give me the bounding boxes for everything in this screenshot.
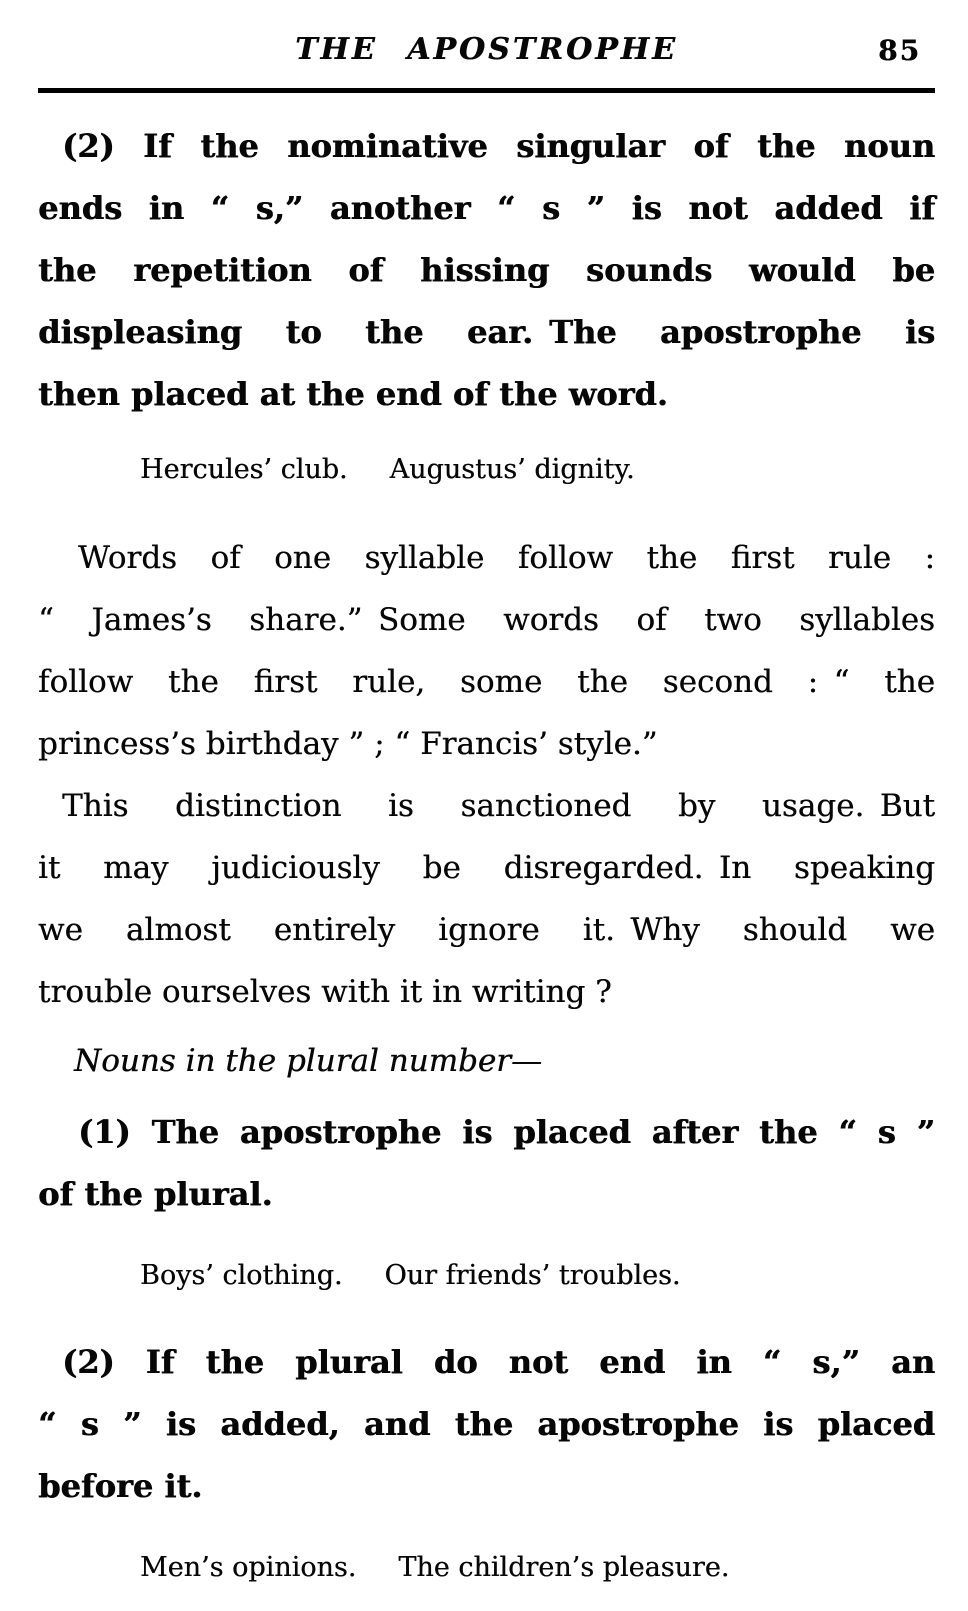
rule-2-singular-paragraph	[38, 115, 935, 425]
example-item: Our friends’ troubles.	[384, 1260, 681, 1291]
text-line: This distinction is sanctioned by usage. But	[62, 788, 935, 824]
text-line: it may judiciously be disregarded. In speaking	[38, 850, 935, 886]
example-plural-no-s-possessives	[140, 1547, 935, 1589]
page-title: THE APOSTROPHE	[295, 32, 678, 67]
text-line: follow the first rule, some the second : “ the	[38, 664, 935, 700]
example-item: Augustus’ dignity.	[389, 454, 635, 485]
text-line: then placed at the end of the word.	[38, 375, 668, 413]
text-line: before it.	[38, 1467, 203, 1505]
text-line: ends in “ s,” another “ s ” is not added if	[38, 189, 935, 227]
text-line: the repetition of hissing sounds would be	[38, 251, 935, 289]
syllables-paragraph	[38, 527, 935, 775]
page-body	[38, 115, 935, 1589]
example-plural-s-possessives	[140, 1255, 935, 1297]
page-number: 85	[878, 34, 921, 67]
text-line: princess’s birthday ” ; “ Francis’ style.”	[38, 726, 658, 762]
text-line: of the plural.	[38, 1175, 273, 1213]
text-line: we almost entirely ignore it. Why should we	[38, 912, 935, 948]
text-line: (2) If the nominative singular of the noun	[62, 127, 935, 165]
example-item: Hercules’ club.	[140, 454, 348, 485]
text-line: (1) The apostrophe is placed after the “ s ”	[78, 1113, 935, 1151]
header-rule	[38, 88, 935, 93]
example-item: The children’s pleasure.	[398, 1552, 730, 1583]
running-head	[38, 28, 935, 80]
plural-section-intro: Nouns in the plural number—	[74, 1043, 542, 1079]
distinction-paragraph	[38, 775, 935, 1023]
text-line: displeasing to the ear. The apostrophe is	[38, 313, 935, 351]
text-line: “ s ” is added, and the apostrophe is placed	[38, 1405, 935, 1443]
text-line: “ James’s share.” Some words of two syllables	[38, 602, 935, 638]
rule-2-plural-paragraph	[38, 1331, 935, 1517]
example-item: Men’s opinions.	[140, 1552, 357, 1583]
text-line: (2) If the plural do not end in “ s,” an	[62, 1343, 935, 1381]
text-line: trouble ourselves with it in writing ?	[38, 974, 612, 1010]
example-singular-possessives	[140, 449, 935, 491]
rule-1-plural-paragraph	[38, 1101, 935, 1225]
example-item: Boys’ clothing.	[140, 1260, 343, 1291]
text-line: Words of one syllable follow the first rule :	[78, 540, 935, 576]
